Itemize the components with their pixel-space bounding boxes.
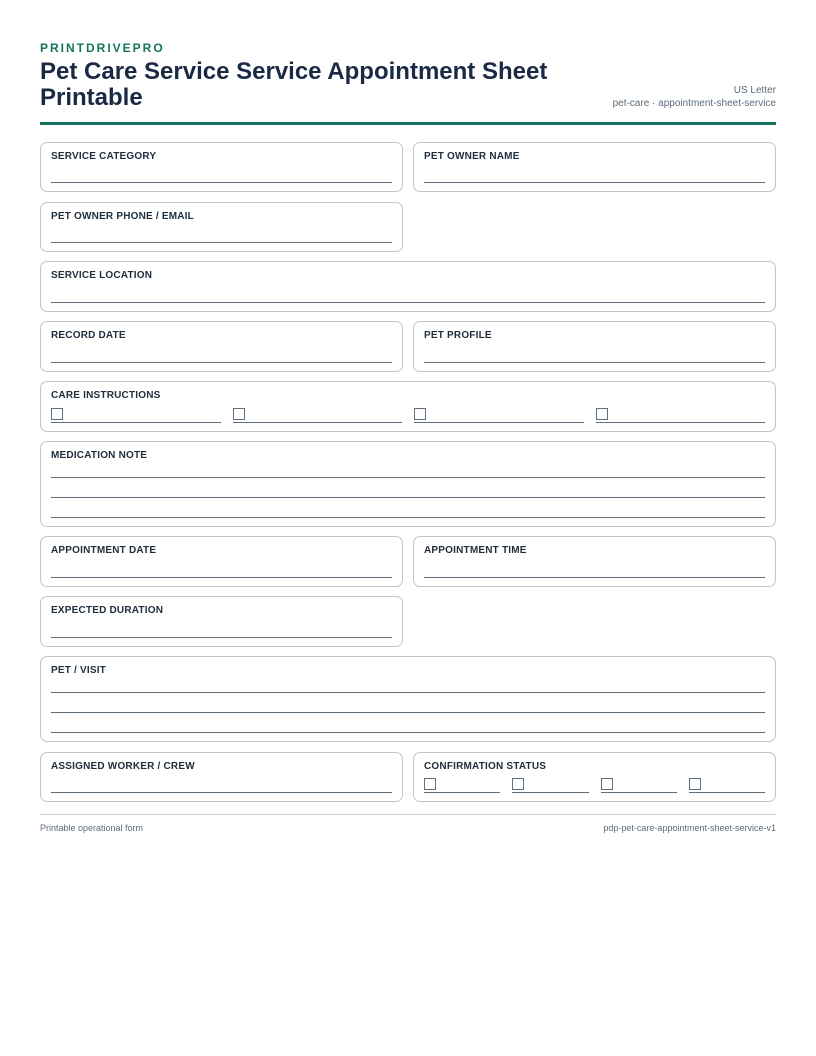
pet-visit-label: PET / VISIT [51,665,106,676]
pet-profile-field[interactable] [413,321,776,372]
care-instruction-option[interactable] [596,407,766,423]
expected-duration-line[interactable] [51,637,392,638]
service-category-line[interactable] [51,182,392,183]
form-id: pdp-pet-care-appointment-sheet-service-v1 [603,823,776,833]
pet-owner-name-field[interactable] [413,142,776,192]
assigned-worker-line[interactable] [51,792,392,793]
medication-note-line[interactable] [51,477,765,478]
checkbox[interactable] [414,408,426,420]
care-instructions-field[interactable] [40,381,776,432]
brand-name: PRINTDRIVEPRO [40,41,165,55]
appointment-date-label: APPOINTMENT DATE [51,545,157,556]
service-category-label: SERVICE CATEGORY [51,151,157,162]
confirmation-status-option[interactable] [601,777,677,793]
expected-duration-label: EXPECTED DURATION [51,605,164,616]
care-instruction-option[interactable] [233,407,403,423]
pet-visit-line[interactable] [51,692,765,693]
checkbox[interactable] [596,408,608,420]
pet-owner-contact-label: PET OWNER PHONE / EMAIL [51,211,194,222]
header-divider [40,122,776,125]
medication-note-field[interactable] [40,441,776,527]
appointment-date-field[interactable] [40,536,403,587]
service-location-label: SERVICE LOCATION [51,270,153,281]
paper-size: US Letter [733,85,776,96]
assigned-worker-field[interactable] [40,752,403,802]
checkbox[interactable] [689,778,701,790]
record-date-label: RECORD DATE [51,330,126,341]
checkbox[interactable] [512,778,524,790]
pet-owner-name-line[interactable] [424,182,765,183]
page-title: Pet Care Service Service Appointment Sheet Printable [40,58,548,111]
medication-note-label: MEDICATION NOTE [51,450,148,461]
pet-visit-line[interactable] [51,732,765,733]
service-location-line[interactable] [51,302,765,303]
confirmation-status-option[interactable] [424,777,500,793]
checkbox[interactable] [233,408,245,420]
footer-note: Printable operational form [40,823,144,833]
record-date-field[interactable] [40,321,403,372]
assigned-worker-label: ASSIGNED WORKER / CREW [51,761,195,772]
confirmation-status-options [424,777,765,793]
checkbox[interactable] [601,778,613,790]
care-instruction-option[interactable] [414,407,584,423]
footer-divider [40,814,776,815]
appointment-time-line[interactable] [424,577,765,578]
confirmation-status-label: CONFIRMATION STATUS [424,761,547,772]
care-instructions-label: CARE INSTRUCTIONS [51,390,161,401]
confirmation-status-option[interactable] [512,777,588,793]
care-instruction-option[interactable] [51,407,221,423]
checkbox[interactable] [424,778,436,790]
medication-note-line[interactable] [51,497,765,498]
medication-note-line[interactable] [51,517,765,518]
appointment-time-field[interactable] [413,536,776,587]
document-slug: pet-care · appointment-sheet-service [612,98,776,109]
document-meta [613,84,776,110]
pet-visit-field[interactable] [40,656,776,742]
pet-profile-line[interactable] [424,362,765,363]
confirmation-status-field[interactable] [413,752,776,802]
expected-duration-field[interactable] [40,596,403,647]
confirmation-status-option[interactable] [689,777,765,793]
pet-owner-contact-line[interactable] [51,242,392,243]
service-location-field[interactable] [40,261,776,312]
appointment-date-line[interactable] [51,577,392,578]
record-date-line[interactable] [51,362,392,363]
pet-owner-contact-field[interactable] [40,202,403,252]
service-category-field[interactable] [40,142,403,192]
pet-owner-name-label: PET OWNER NAME [424,151,520,162]
appointment-time-label: APPOINTMENT TIME [424,545,527,556]
care-instructions-options [51,407,765,423]
pet-profile-label: PET PROFILE [424,330,492,341]
pet-visit-line[interactable] [51,712,765,713]
checkbox[interactable] [51,408,63,420]
